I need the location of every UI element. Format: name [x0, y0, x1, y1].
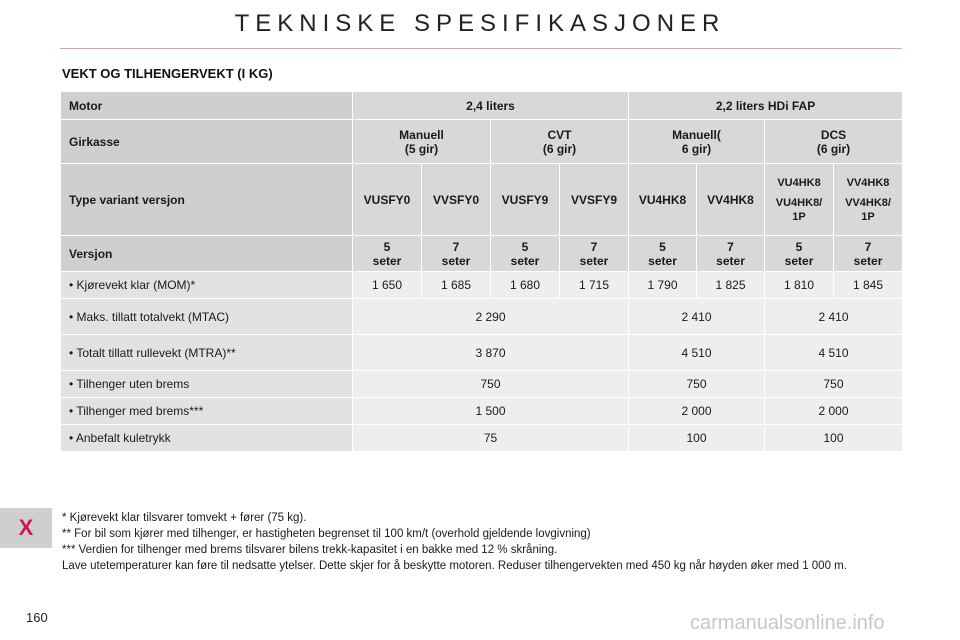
row-label-gearbox: Girkasse	[61, 120, 353, 164]
curb-weight-value: 1 680	[491, 272, 560, 299]
curb-weight-value: 1 685	[422, 272, 491, 299]
seats-cell	[834, 236, 903, 272]
curb-weight-value: 1 715	[560, 272, 629, 299]
seats-count: 7	[590, 239, 598, 254]
table-cell: 2 000	[629, 398, 765, 425]
engine-diesel-header: 2,2 liters HDi FAP	[629, 92, 903, 120]
variant-cell: VUSFY0	[353, 164, 422, 236]
variant-bottom: VU4HK8/	[775, 196, 823, 209]
gearbox-gears: (5 gir)	[404, 141, 439, 156]
gearbox-gears: (6 gir)	[542, 141, 577, 156]
seats-count: 5	[521, 239, 529, 254]
seats-unit: seter	[784, 253, 814, 268]
footnote: * Kjørevekt klar tilsvarer tomvekt + fører (75 kg).	[62, 512, 307, 524]
seats-unit: seter	[853, 253, 883, 268]
table-row-gearbox	[61, 120, 903, 164]
gearbox-cell	[491, 120, 629, 164]
row-label: • Maks. tillatt totalvekt (MTAC)	[61, 299, 353, 335]
curb-weight-value: 1 845	[834, 272, 903, 299]
weight-spec-table	[60, 91, 903, 452]
row-label-curb-weight: • Kjørevekt klar (MOM)*	[61, 272, 353, 299]
table-row	[61, 371, 903, 398]
row-label: • Totalt tillatt rullevekt (MTRA)**	[61, 335, 353, 371]
row-label: • Tilhenger med brems***	[61, 398, 353, 425]
table-row	[61, 425, 903, 452]
engine-petrol-header: 2,4 liters	[353, 92, 629, 120]
seats-count: 7	[727, 239, 734, 254]
seats-unit: seter	[648, 253, 677, 268]
row-label: • Anbefalt kuletrykk	[61, 425, 353, 452]
variant-cell: VVSFY0	[422, 164, 491, 236]
table-row	[61, 335, 903, 371]
table-row-variant	[61, 164, 903, 236]
curb-weight-value: 1 825	[697, 272, 765, 299]
variant-bottom-suffix: 1P	[861, 210, 875, 223]
gearbox-type: Manuell	[399, 127, 444, 142]
page-number: 160	[26, 610, 48, 625]
table-cell: 100	[629, 425, 765, 452]
page-title: TEKNISKE SPESIFIKASJONER	[234, 10, 726, 37]
curb-weight-value: 1 810	[765, 272, 834, 299]
footnote: Lave utetemperaturer kan føre til nedsatte ytelser. Dette skjer for å beskytte motoren. Reduser tilhengervekten med 450 kg når høyden øker med 1 000 m.	[62, 560, 847, 572]
chapter-letter: X	[18, 515, 34, 540]
seats-unit: seter	[372, 253, 402, 268]
table-row	[61, 272, 903, 299]
seats-count: 7	[452, 239, 460, 254]
seats-count: 7	[864, 239, 872, 254]
footnote: *** Verdien for tilhenger med brems tilsvarer bilens trekk-kapasitet i en bakke med 12 % skråning.	[62, 544, 558, 556]
curb-weight-value: 1 650	[353, 272, 422, 299]
gearbox-cell	[629, 120, 765, 164]
variant-bottom-suffix: 1P	[792, 210, 806, 223]
variant-cell-split	[765, 164, 834, 236]
variant-cell: VV4HK8	[697, 164, 765, 236]
seats-cell	[422, 236, 491, 272]
seats-cell	[560, 236, 629, 272]
seats-count: 5	[795, 239, 803, 254]
watermark: carmanualsonline.info	[690, 612, 885, 634]
table-cell: 3 870	[353, 335, 629, 371]
table-cell: 2 410	[765, 299, 903, 335]
seats-count: 5	[383, 239, 391, 254]
variant-bottom: VV4HK8/	[845, 196, 891, 209]
variant-cell: VU4HK8	[629, 164, 697, 236]
row-label-motor: Motor	[61, 92, 353, 120]
variant-top: VU4HK8	[777, 176, 821, 189]
variant-cell-split	[834, 164, 903, 236]
row-label: • Tilhenger uten brems	[61, 371, 353, 398]
table-cell: 100	[765, 425, 903, 452]
table-cell: 75	[353, 425, 629, 452]
footnotes	[62, 511, 907, 575]
gearbox-type: DCS	[820, 127, 847, 142]
table-cell: 2 290	[353, 299, 629, 335]
seats-cell	[697, 236, 765, 272]
table-cell: 4 510	[765, 335, 903, 371]
title-divider	[60, 48, 902, 49]
table-cell: 2 000	[765, 398, 903, 425]
seats-unit: seter	[510, 253, 540, 268]
gearbox-cell	[765, 120, 903, 164]
row-label-version: Versjon	[61, 236, 353, 272]
variant-cell: VUSFY9	[491, 164, 560, 236]
seats-count: 5	[659, 239, 666, 254]
table-cell: 2 410	[629, 299, 765, 335]
table-cell: 1 500	[353, 398, 629, 425]
table-row	[61, 299, 903, 335]
seats-cell	[353, 236, 422, 272]
gearbox-type: Manuell(	[672, 127, 721, 142]
seats-cell	[629, 236, 697, 272]
variant-cell: VVSFY9	[560, 164, 629, 236]
curb-weight-value: 1 790	[629, 272, 697, 299]
gearbox-gears: (6 gir)	[816, 141, 851, 156]
section-heading: VEKT OG TILHENGERVEKT (I KG)	[62, 66, 273, 81]
chapter-tab	[0, 508, 52, 548]
seats-unit: seter	[579, 253, 609, 268]
seats-unit: seter	[441, 253, 471, 268]
seats-cell	[765, 236, 834, 272]
table-cell: 750	[353, 371, 629, 398]
gearbox-type: CVT	[547, 127, 572, 142]
table-cell: 750	[629, 371, 765, 398]
gearbox-gears: 6 gir)	[681, 141, 712, 156]
table-row-motor	[61, 92, 903, 120]
seats-unit: seter	[716, 253, 745, 268]
table-cell: 750	[765, 371, 903, 398]
table-row-version	[61, 236, 903, 272]
table-row	[61, 398, 903, 425]
variant-top: VV4HK8	[846, 176, 890, 189]
footnote: ** For bil som kjører med tilhenger, er hastigheten begrenset til 100 km/t (overhold gjeldende lovgivning)	[62, 528, 591, 540]
row-label-variant: Type variant versjon	[61, 164, 353, 236]
seats-cell	[491, 236, 560, 272]
table-cell: 4 510	[629, 335, 765, 371]
gearbox-cell	[353, 120, 491, 164]
